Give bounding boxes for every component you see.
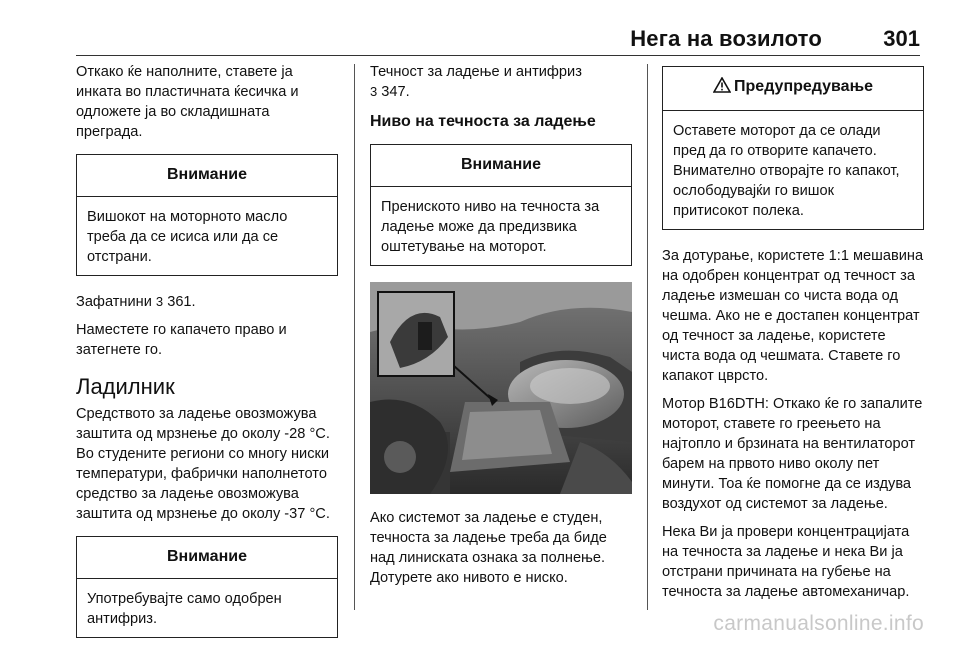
notice-title: Внимание xyxy=(371,145,631,187)
warning-triangle-icon xyxy=(713,77,731,99)
paragraph-reference xyxy=(76,292,338,312)
paragraph: Средството за ладење овозможува заштита од мрзнење до околу -28 °C. Во студените региони со многу ниски температури, фабрички наполнетото средство за ладење овозможува заштита од мрзнење до околу -37 °C. xyxy=(76,406,330,522)
paragraph: Нека Ви ја провери концентрацијата на течноста за ладење и нека Ви ја отстрани причината на губење на течноста за ладење автомеханичар. xyxy=(662,524,910,600)
column-2 xyxy=(370,62,632,596)
paragraph: За дотурање, користете 1:1 мешавина на одобрен концентрат од течност за ладење измешан со чиста вода од чешма. Ако не е достапен концентрат од течност за ладење, користете чиста вода од чешмата. Ставете го капакот цврсто. xyxy=(662,248,924,384)
paragraph: Откако ќе наполните, ставете ја инката во пластичната ќесичка и одложете ја во складишната преграда. xyxy=(76,64,299,140)
ref-label: Течност за ладење и антифриз xyxy=(370,64,582,80)
watermark: carmanualsonline.info xyxy=(713,612,924,635)
column-3 xyxy=(662,62,924,610)
notice-text: Употребувајте само одобрен антифриз. xyxy=(87,591,282,627)
warning-title: Предупредување xyxy=(734,78,873,95)
paragraph: Мотор B16DTH: Откако ќе го запалите моторот, ставете го греењето на најтопло и брзината на вентилаторот барем на првото ниво околу пет минути. Тоа ќе помогне да се издува воздухот од системот за ладење. xyxy=(662,396,923,512)
notice-text: Вишокот на моторното масло треба да се исиса или да се отстрани. xyxy=(87,209,288,265)
section-heading: Ладилник xyxy=(76,374,175,399)
warning-box xyxy=(662,66,924,230)
notice-box xyxy=(76,154,338,276)
column-divider xyxy=(647,64,648,610)
ref-link[interactable]: 361. xyxy=(167,294,196,310)
warning-text: Оставете моторот да се олади пред да го отворите капачето. Внимателно отворајте го капакот, ослободувајќи го вишок притисокот полека. xyxy=(673,123,900,219)
page-ref-icon: 3 xyxy=(370,84,378,99)
paragraph-reference xyxy=(370,62,632,102)
column-divider xyxy=(354,64,355,610)
column-1 xyxy=(76,62,338,654)
ref-label: Зафатнини xyxy=(76,294,152,310)
paragraph: Наместете го капачето право и затегнете го. xyxy=(76,322,287,358)
engine-coolant-photo xyxy=(370,282,632,494)
warning-header xyxy=(663,67,923,111)
page-ref-icon: 3 xyxy=(155,294,164,309)
page-title: Нега на возилото xyxy=(630,26,822,51)
paragraph: Ако системот за ладење е студен, течноста за ладење треба да биде над линиската ознака за полнење. Дотурете ако нивото е ниско. xyxy=(370,510,607,586)
ref-link[interactable]: 347. xyxy=(381,84,410,100)
notice-text: Прениското ниво на течноста за ладење може да предизвика оштетување на моторот. xyxy=(381,199,600,255)
notice-box xyxy=(370,144,632,266)
header-rule xyxy=(76,55,920,56)
subsection-heading: Ниво на течноста за ладење xyxy=(370,113,596,130)
notice-box xyxy=(76,536,338,638)
page-number: 301 xyxy=(883,26,920,51)
engine-bay-illustration xyxy=(370,282,632,494)
notice-title: Внимание xyxy=(77,537,337,579)
notice-title: Внимание xyxy=(77,155,337,197)
